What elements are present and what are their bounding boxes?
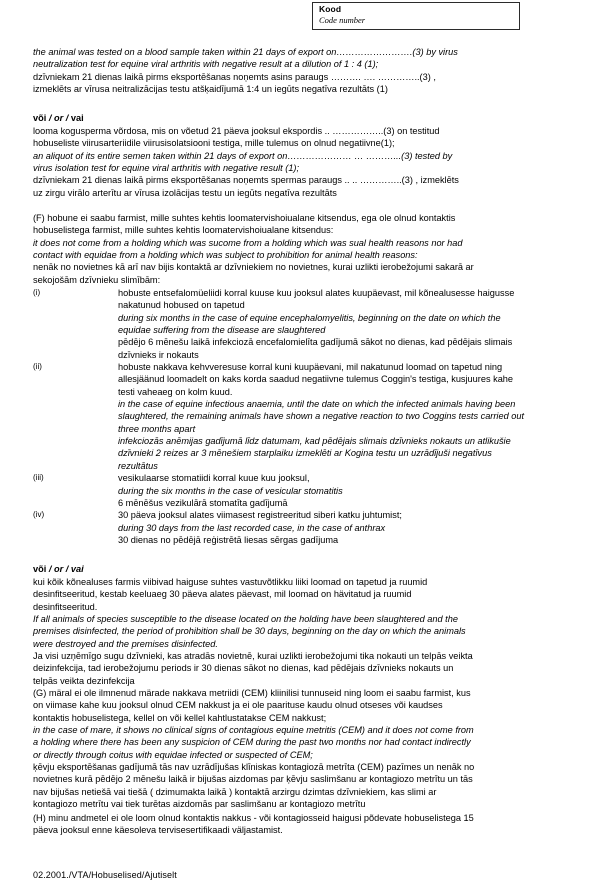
block-c-line-3: desinfitseeritud.	[33, 601, 98, 612]
block-c-line-1: kui kõik kõnealuses farmis viibivad haiguse suhtes vastuvõtlikku liiki loomad on tapetud ja ruumid	[33, 577, 428, 587]
section-g-line-4: in the case of mare, it shows no clinical signs of contagious equine metritis (CEM) and it does not come from	[33, 725, 474, 736]
disease-list-item-line: vesikulaarse stomatiidi korral kuue kuu jooksul,	[118, 473, 310, 484]
section-f-line-2: hobuselistega farmist, mille suhtes kehtis loomatervishoiualane kitsendus:	[33, 225, 334, 236]
separator-2-slash-2: /	[65, 564, 69, 574]
block-b-line-4: virus isolation test for equine viral arthritis with negative result (1);	[33, 163, 300, 174]
disease-list-item-line: 30 dienas no pēdējā reģistrētā liesas sērgas gadījuma	[118, 534, 339, 545]
section-h-line-1: (H) minu andmetel ei ole loom olnud kontaktis nakkus - või kontagiosseid haigusi põdevate hobuselistega 15	[33, 813, 474, 823]
separator-1-slash-1: /	[48, 113, 52, 123]
paragraph-block-b	[33, 125, 593, 199]
disease-list-item	[33, 472, 593, 509]
block-c-line-8: deizinfekcija, tad ierobežojumu periods ir 30 dienas sākot no dienas, kad pēdējais dzīvnieks nokauts un	[33, 663, 454, 674]
disease-list-item-marker: (iv)	[33, 510, 45, 520]
disease-list-item-marker: (iii)	[33, 473, 44, 483]
section-g-line-3: kontaktis hobuselistega, kellel on või kellel kahtlustatakse CEM nakkust;	[33, 712, 327, 723]
block-b-line-3: an aliquot of its entire semen taken within 21 days of export on………………… … ………...(3) tested by	[33, 150, 453, 161]
section-h-line-2: päeva jooksul enne käesoleva tervisesertifikaadi väljastamist.	[33, 825, 283, 836]
disease-list-item-line: hobuste nakkava kehvveresuse korral kuni kuupäevani, mil nakatunud loomad on tapetud ning	[118, 362, 503, 373]
code-number-label-et: Kood	[319, 4, 342, 14]
disease-list-item-line: during 30 days from the last recorded case, in the case of anthrax	[118, 522, 386, 533]
paragraph-block-a	[33, 46, 593, 95]
code-number-box	[312, 2, 520, 30]
section-f-line-4: contact with equidae from a holding which was subject to prohibition for animal health reasons:	[33, 250, 418, 261]
disease-list-item-line: rezultātus	[118, 460, 158, 471]
disease-list-item-body	[33, 287, 593, 361]
disease-list-item-line: during six months in the case of equine encephalomyelitis, beginning on the date on which the	[118, 312, 501, 323]
separator-1-et: või	[33, 113, 47, 123]
block-c-line-4: If all animals of species susceptible to the disease located on the holding have been slaughtered and the	[33, 614, 458, 625]
section-f	[33, 212, 593, 286]
block-a-line-4: izmeklēts ar vīrusa neitralizācijas testu atšķaidījumā 1:4 un iegūts negatīva rezultāts (1)	[33, 84, 388, 95]
disease-list-item-line: dzīvnieki 2 reizes ar 3 mēnešiem starplaiku izmeklēti ar Kogina testu un uzrādījuši negatīvus	[118, 448, 492, 459]
section-g-line-5: a holding where there has been any suspicion of CEM during the past two months nor had contact indirectly	[33, 737, 471, 748]
section-h	[33, 812, 593, 837]
paragraph-block-c	[33, 576, 593, 687]
separator-1-text	[33, 112, 593, 124]
block-a-line-1: the animal was tested on a blood sample taken within 21 days of export on…………………….(3) by virus	[33, 47, 458, 57]
block-a-line-2: neutralization test for equine viral arthritis with negative result at a dilution of 1 : 4 (1);	[33, 59, 379, 70]
separator-1-en: or	[53, 113, 64, 123]
separator-2	[33, 563, 593, 575]
section-g-line-8: novietnes kurā pēdējo 2 mēnešu laikā ir bijušas aizdomas par ķēvju saslimšanu ar kontagiozo metrītu un tās	[33, 774, 473, 785]
separator-2-lv: vai	[70, 564, 84, 574]
separator-1	[33, 112, 593, 124]
section-g	[33, 687, 593, 810]
disease-list-item-line: 6 mēnēšus vezikulārā stomatīta gadījumā	[118, 497, 288, 508]
separator-1-slash-2: /	[65, 113, 69, 123]
disease-list-item-line: equidae suffering from the disease are slaughtered	[118, 325, 326, 336]
block-b-line-1: looma kogusperma võrdosa, mis on võetud 21 päeva jooksul ekspordis .. ……………..(3) on testitud	[33, 126, 440, 136]
disease-list-item	[33, 509, 593, 546]
section-g-line-1: (G) märal ei ole ilmnenud märade nakkava metriidi (CEM) kliinilisi tunnuseid ning loom ei saabu farmist, kus	[33, 688, 471, 698]
disease-list-item-marker: (i)	[33, 288, 41, 297]
block-c-line-7: Ja visi uzņēmīgo sugu dzīvnieki, kas atradās novietnē, kurai uzlikti ierobežojumi tika nokauti un telpās veikta	[33, 651, 473, 662]
disease-list-item-body	[33, 509, 593, 546]
disease-list-item-line: during the six months in the case of vesicular stomatitis	[118, 485, 343, 496]
document-footer-reference: 02.2001./VTA/Hobuselised/Ajutiselt	[33, 870, 177, 880]
disease-list-item-body	[33, 361, 593, 472]
block-c-line-6: were destroyed and the premises disinfected.	[33, 638, 218, 649]
section-g-line-10: kontagiozo metrītu vai tiek turētas aizdomās par saslimšanu ar kontagiozo metrītu	[33, 799, 366, 810]
separator-2-text	[33, 563, 593, 575]
section-g-line-7: ķēvju eksportēšanas gadījumā tās nav uzrādījušas klīniskas kontagiozā metrīta (CEM) pazīmes un nenāk no	[33, 762, 475, 773]
disease-list-item-body	[33, 472, 593, 509]
disease-list-item	[33, 361, 593, 472]
disease-list-item-marker: (ii)	[33, 362, 42, 372]
disease-list-item-line: testi vaheaeg on kolm kuud.	[118, 386, 233, 397]
block-c-line-5: premises disinfected, the period of prohibition shall be 30 days, beginning on the day on which the animals	[33, 626, 466, 637]
block-b-line-5: dzīvniekam 21 dienas laikā pirms eksportēšanas noņemts spermas paraugs .. .. …………..(3) , izmeklēts	[33, 175, 459, 186]
block-c-line-9: telpās veikta dezinfekcija	[33, 675, 135, 686]
disease-list-item-line: dzīvnieks ir nokauts	[118, 349, 199, 360]
disease-list	[33, 287, 593, 546]
section-f-line-3: it does not come from a holding which was sucome from a holding which was sual health reasons nor had	[33, 237, 463, 248]
disease-list-item	[33, 287, 593, 361]
separator-2-slash-1: /	[48, 564, 52, 574]
section-f-line-6: sekojošām dzīvnieku slimībām:	[33, 274, 161, 285]
code-number-label-en: Code number	[319, 15, 366, 25]
disease-list-item-line: slaughtered, the remaining animals have shown a negative reaction to two Coggins tests carried out	[118, 411, 525, 422]
disease-list-item-line: 30 päeva jooksul alates viimasest registreeritud siberi katku juhtumist;	[118, 510, 402, 521]
block-a-line-3: dzīvniekam 21 dienas laikā pirms eksportēšanas noņemts asins paraugs ………. …. …………..(3) ,	[33, 71, 436, 82]
code-number-box-frame	[312, 2, 520, 30]
section-g-line-9: nav bijušas netiešā vai tiešā ( dzimumakta laikā ) kontaktā arzirgu dzimtas dzīvniekiem, kas slimi ar	[33, 786, 437, 797]
block-b-line-6: uz zirgu virālo arterītu ar vīrusa izolācijas testu un iegūts negatīva rezultāts	[33, 187, 337, 198]
block-b-line-2: hobuseliste viirusarteriidile viirusisolatsiooni testiga, mille tulemus on olnud negatiivne(1);	[33, 138, 395, 149]
disease-list-item-line: nakatunud hobused on tapetud	[118, 300, 245, 311]
block-c-line-2: desinfitseeritud, kestab keeluaeg 30 päeva alates päevast, mil loomad on hävitatud ja ruumid	[33, 589, 412, 600]
separator-1-lv: vai	[70, 113, 84, 123]
separator-2-et: või	[33, 564, 47, 574]
section-g-line-6: or directly through coitus with equidae infected or suspected of CEM;	[33, 749, 313, 760]
section-f-line-5: nenāk no novietnes kā arī nav bijis kontaktā ar dzīvniekiem no novietnes, kurai uzlikti ierobežojumi sakarā ar	[33, 262, 474, 273]
section-f-line-1: (F) hobune ei saabu farmist, mille suhtes kehtis loomatervishoiualane kitsendus, ega ole olnud kontaktis	[33, 213, 456, 223]
disease-list-item-line: allesjäänud loomadelt on kaks korda saadud negatiivne tulemus Coggin's testiga, kusjuures kahe	[118, 374, 514, 385]
disease-list-item-line: pēdējo 6 mēnešu laikā infekciozā encefalomielīta gadījumā sākot no dienas, kad pēdējais slimais	[118, 337, 513, 348]
separator-2-en: or	[53, 564, 64, 574]
disease-list-item-line: infekciozās anēmijas gadījumā līdz datumam, kad pēdējais slimais dzīvnieks nokauts un atlikušie	[118, 436, 511, 447]
disease-list-item-line: in the case of equine infectious anaemia, until the date on which the infected animals having been	[118, 399, 516, 410]
section-g-line-2: on viimase kahe kuu jooksul olnud CEM nakkust ja ei ole paarituse kaudu olnud otseses või kaudses	[33, 700, 443, 711]
disease-list-item-line: hobuste entsefalomüeliidi korral kuuse kuu jooksul alates kuupäevast, mil kõnealusesse haigusse	[118, 288, 515, 298]
disease-list-item-line: three months apart	[118, 423, 196, 434]
